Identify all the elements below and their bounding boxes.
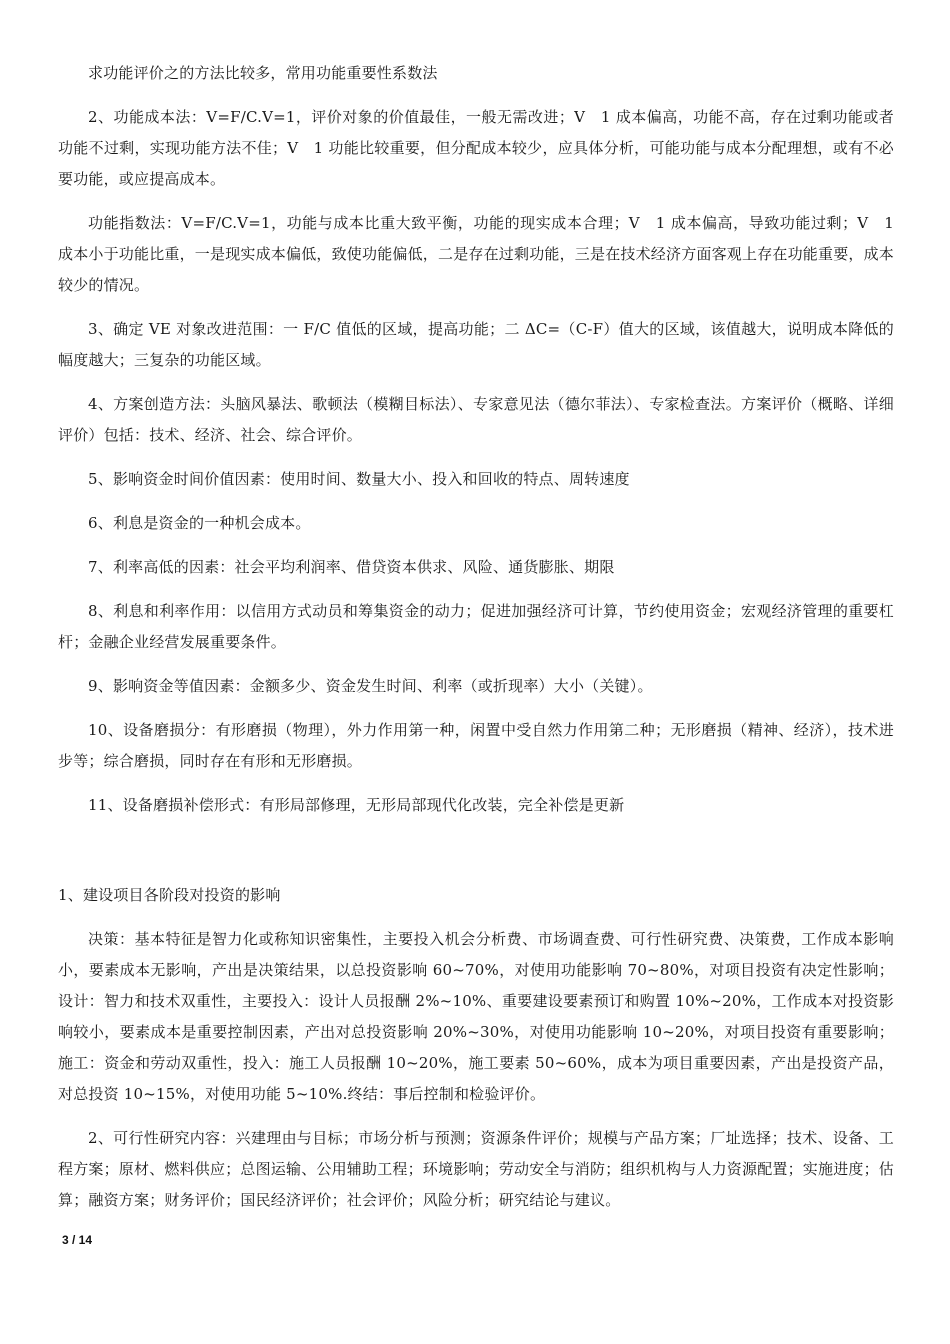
paragraph-function-evaluation: 求功能评价之的方法比较多，常用功能重要性系数法 (88, 64, 438, 82)
paragraph-interest-rate-factors: 7、利率高低的因素：社会平均利润率、借贷资本供求、风险、通货膨胀、期限 (88, 558, 615, 576)
paragraph-feasibility-study: 2、可行性研究内容：兴建理由与目标；市场分析与预测；资源条件评价；规模与产品方案；厂址选择；技术、设备、工程方案；原材、燃料供应；总图运输、公用辅助工程；环境影响；劳动安全与消防；组织机构与人力资源配置；实施进度；估算；融资方案；财务评价；国民经济评价；社会评价；风险分析；研究结论与建议。 (58, 1129, 895, 1209)
paragraph-function-cost-method: 2、功能成本法：V=F/C.V=1，评价对象的价值最佳，一般无需改进；V 1 成本偏高，功能不高，存在过剩功能或者功能不过剩，实现功能方法不佳；V 1 功能比较重要，但分配成本较少，应具体分析，可能功能与成本分配理想，或有不必要功能，或应提高成本。 (58, 108, 894, 188)
paragraph-equipment-wear: 10、设备磨损分：有形磨损（物理），外力作用第一种，闲置中受自然力作用第二种；无形磨损（精神、经济），技术进步等；综合磨损，同时存在有形和无形磨损。 (58, 721, 894, 770)
paragraph-interest-rate-role: 8、利息和利率作用：以信用方式动员和筹集资金的动力；促进加强经济可计算，节约使用资金；宏观经济管理的重要杠杆；金融企业经营发展重要条件。 (58, 602, 894, 651)
section-heading: 1、建设项目各阶段对投资的影响 (58, 886, 281, 904)
page-number: 3 / 14 (62, 1233, 93, 1247)
paragraph-time-value-factors: 5、影响资金时间价值因素：使用时间、数量大小、投入和回收的特点、周转速度 (88, 470, 630, 488)
paragraph-function-index-method: 功能指数法：V=F/C.V=1，功能与成本比重大致平衡，功能的现实成本合理；V 1 成本偏高，导致功能过剩；V 1 成本小于功能比重，一是现实成本偏低，致使功能偏低，二是存在过剩功能，三是在技术经济方面客观上存在功能重要，成本较少的情况。 (58, 214, 895, 294)
paragraph-scheme-creation-methods: 4、方案创造方法：头脑风暴法、歌顿法（模糊目标法）、专家意见法（德尔菲法）、专家检查法。方案评价（概略、详细评价）包括：技术、经济、社会、综合评价。 (58, 395, 894, 444)
paragraph-ve-improvement-scope: 3、确定 VE 对象改进范围：一 F/C 值低的区域，提高功能；二 ΔC=（C-F）值大的区域，该值越大，说明成本降低的幅度越大；三复杂的功能区域。 (58, 320, 894, 369)
document-page (58, 58, 894, 1229)
paragraph-project-stages: 决策：基本特征是智力化或称知识密集性，主要投入机会分析费、市场调查费、可行性研究费、决策费，工作成本影响小，要素成本无影响，产出是决策结果，以总投资影响 60~70%，对使用功能影响 70~80%，对项目投资有决定性影响；设计：智力和技术双重性，主要投入：设计人员报酬 2%~10%、重要建设要素预订和购置 10%~20%，工作成本对投资影响较小，要素成本是重要控制因素，产出对总投资影响 20%~30%，对使用功能影响 10~20%，对项目投资有重要影响；施工：资金和劳动双重性，投入：施工人员报酬 10~20%，施工要素 50~60%，成本为项目重要因素，产出是投资产品，对总投资 10~15%，对使用功能 5~10%.终结：事后控制和检验评价。 (58, 930, 894, 1103)
paragraph-interest-opportunity-cost: 6、利息是资金的一种机会成本。 (88, 514, 311, 532)
paragraph-wear-compensation: 11、设备磨损补偿形式：有形局部修理，无形局部现代化改装，完全补偿是更新 (88, 796, 625, 814)
section-gap (58, 834, 894, 880)
paragraph-equivalence-factors: 9、影响资金等值因素：金额多少、资金发生时间、利率（或折现率）大小（关键）。 (88, 677, 653, 695)
